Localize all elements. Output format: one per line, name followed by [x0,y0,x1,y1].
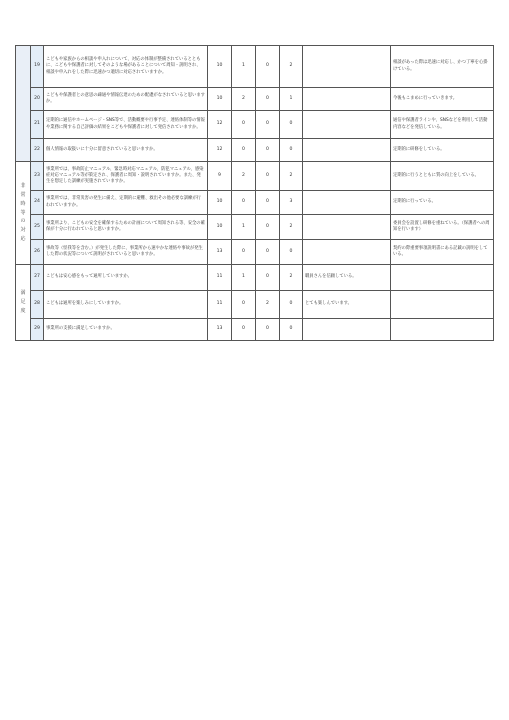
count-no: 0 [256,88,280,111]
provider-response: 委員会を設置し研修を重ねている。（保護者への周知を行います） [391,215,494,240]
provider-response: 通信や保護者ラインや、SNSなどを利用して活動内容などを発信している。 [391,111,494,139]
count-yes: 11 [208,265,232,291]
provider-response [391,319,494,341]
question-text: 事故等（怪我等を含む。）が発生した際に、事業所から速やかな連絡や事故が発生した際の状況等について説明がされていると思いますか。 [44,240,208,265]
table-row [16,240,494,265]
row-number: 29 [31,319,44,341]
row-number: 25 [31,215,44,240]
row-number: 21 [31,111,44,139]
category-char: 等 [20,209,26,216]
question-text: 事業所の支援に満足していますか。 [44,319,208,341]
count-neither: 0 [232,291,256,319]
provider-response: 今後もこまめに行っていきます。 [391,88,494,111]
count-unknown: 2 [280,162,303,191]
provider-response [391,265,494,291]
category-char: 応 [20,235,26,242]
count-unknown: 0 [280,111,303,139]
count-no: 0 [256,191,280,215]
count-no: 0 [256,319,280,341]
provider-response: 相談があった際は迅速に対応し、かつ丁寧を心掛けている。 [391,46,494,88]
question-text: こどもは安心感をもって通所していますか。 [44,265,208,291]
category-char: 足 [20,299,26,306]
count-neither: 2 [232,88,256,111]
table-row [16,111,494,139]
table-row [16,162,494,191]
count-no: 0 [256,111,280,139]
category-emergency [16,162,31,265]
row-number: 22 [31,139,44,162]
count-yes: 10 [208,46,232,88]
provider-response: 契約の際重要事項説明書にある記載の説明をしている。 [391,240,494,265]
question-text: 事業所では、非常災害の発生に備え、定期的に避難、救出その他必要な訓練が行われていますか。 [44,191,208,215]
count-unknown: 2 [280,215,303,240]
parent-comment [303,191,391,215]
category-char: 満 [20,290,26,297]
row-number: 19 [31,46,44,88]
category-char: 常 [20,192,26,199]
parent-comment: とても楽しんでいます。 [303,291,391,319]
count-no: 0 [256,265,280,291]
count-no: 0 [256,162,280,191]
count-yes: 11 [208,291,232,319]
count-no: 0 [256,46,280,88]
count-unknown: 0 [280,291,303,319]
count-yes: 12 [208,111,232,139]
category-char: 時 [20,200,26,207]
question-text: 個人情報の取扱いに十分に留意されていると思いますか。 [44,139,208,162]
count-no: 0 [256,240,280,265]
table-row [16,88,494,111]
parent-comment [303,111,391,139]
table-row [16,139,494,162]
provider-response: 定期的に研修をしている。 [391,139,494,162]
count-unknown: 0 [280,240,303,265]
count-yes: 13 [208,319,232,341]
question-text: こどもや家族からの相談や申入れについて、対応の体制が整備されているとともに、こどもや保護者に対してそのような場があることについて周知・説明され、相談や申入れをした際に迅速かつ適切に対応されていますか。 [44,46,208,88]
provider-response: 定期的に行っている。 [391,191,494,215]
category-satisfaction [16,265,31,341]
category-char: 対 [20,227,26,234]
parent-comment [303,46,391,88]
table-row [16,319,494,341]
parent-comment [303,88,391,111]
table-row [16,46,494,88]
category-cell-continued [16,46,31,162]
question-text: こどもや保護者との意思の疎通や情報伝達のための配慮がなされていると思いますか。 [44,88,208,111]
count-yes: 13 [208,240,232,265]
table-row [16,191,494,215]
parent-comment [303,215,391,240]
row-number: 28 [31,291,44,319]
count-unknown: 1 [280,88,303,111]
count-yes: 10 [208,215,232,240]
row-number: 27 [31,265,44,291]
count-neither: 0 [232,139,256,162]
row-number: 20 [31,88,44,111]
category-char: の [20,218,26,225]
row-number: 24 [31,191,44,215]
count-yes: 12 [208,139,232,162]
count-no: 2 [256,291,280,319]
count-unknown: 3 [280,191,303,215]
count-neither: 2 [232,162,256,191]
provider-response [391,291,494,319]
provider-response: 定期的に行うとともに質の向上をしている。 [391,162,494,191]
table-row [16,215,494,240]
count-unknown: 0 [280,319,303,341]
question-text: 定期的に通信やホームページ・SNS等で、活動概要や行事予定、連絡体制等の情報や業務に関する自己評価の結果をこどもや保護者に対して発信されていますか。 [44,111,208,139]
count-neither: 0 [232,319,256,341]
category-char: 非 [20,183,26,190]
table-row [16,265,494,291]
count-no: 0 [256,215,280,240]
count-unknown: 2 [280,265,303,291]
count-neither: 0 [232,111,256,139]
count-yes: 9 [208,162,232,191]
parent-comment [303,139,391,162]
count-neither: 0 [232,191,256,215]
parent-comment [303,319,391,341]
count-neither: 1 [232,215,256,240]
count-no: 0 [256,139,280,162]
count-neither: 0 [232,240,256,265]
evaluation-table [15,45,494,341]
count-unknown: 0 [280,139,303,162]
count-unknown: 2 [280,46,303,88]
row-number: 26 [31,240,44,265]
count-yes: 10 [208,88,232,111]
count-yes: 10 [208,191,232,215]
table-row [16,291,494,319]
row-number: 23 [31,162,44,191]
question-text: 事業所では、事故防止マニュアル、緊急時対応マニュアル、防犯マニュアル、感染症対応マニュアル等が策定され、保護者に周知・説明されていますか。また、発生を想定した訓練が実施されていますか。 [44,162,208,191]
question-text: 事業所より、こどもの安全を確保するための計画について周知される等、安全の確保が十分に行われていると思いますか。 [44,215,208,240]
parent-comment: 職員さんを信頼している。 [303,265,391,291]
parent-comment [303,240,391,265]
count-neither: 1 [232,46,256,88]
parent-comment [303,162,391,191]
question-text: こどもは通所を楽しみにしていますか。 [44,291,208,319]
count-neither: 1 [232,265,256,291]
category-char: 度 [20,307,26,314]
